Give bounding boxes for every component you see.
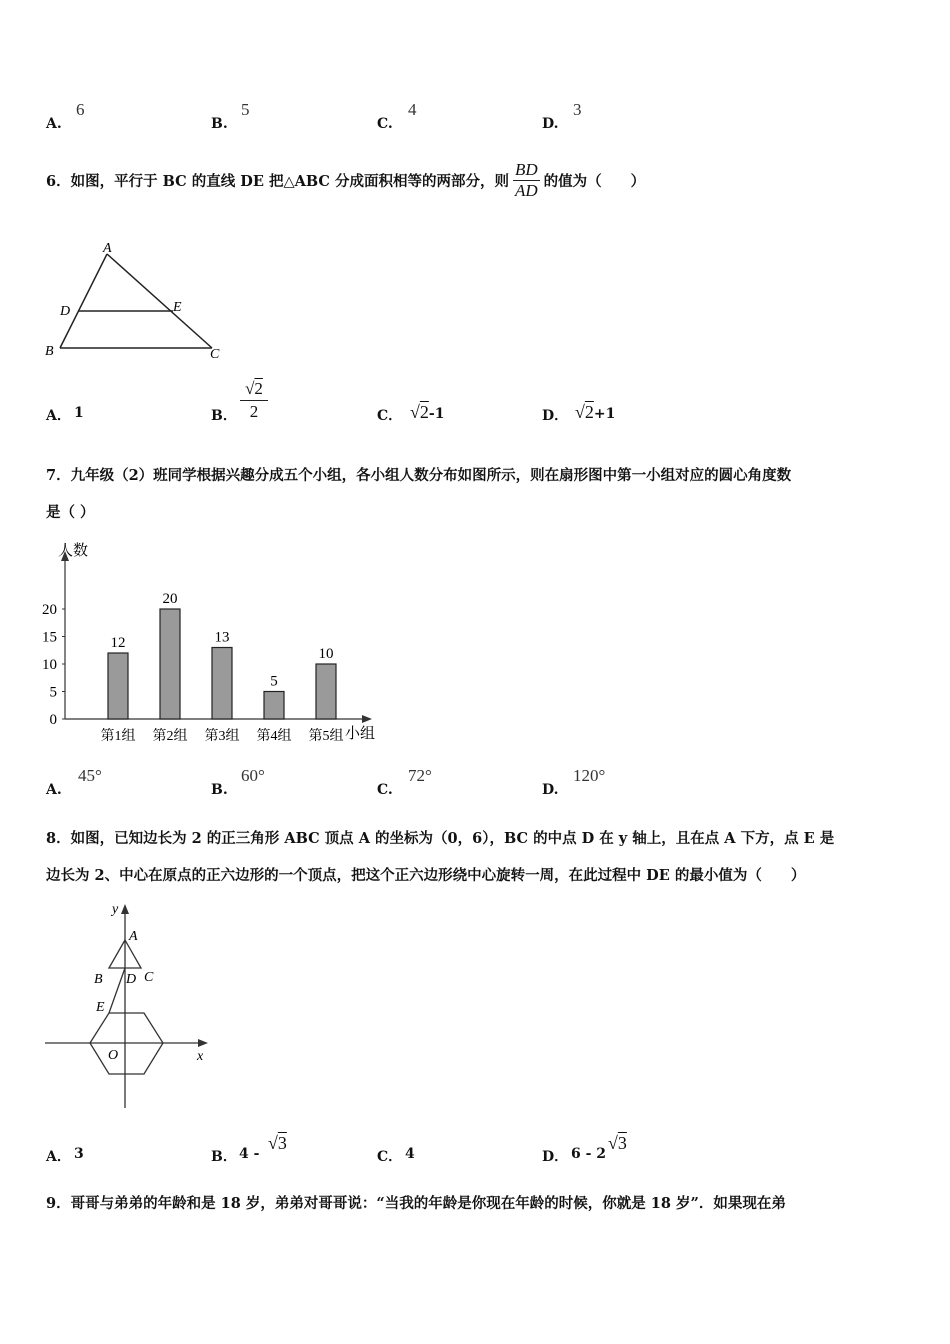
q8-option-d-letter: D．	[542, 1149, 569, 1165]
category-label-2: 第2组	[152, 729, 188, 744]
q8-label-b: B	[94, 972, 103, 987]
q8-label-o: O	[108, 1048, 119, 1063]
q6-option-a-value: 1	[74, 405, 84, 421]
category-label-4: 第4组	[256, 729, 292, 744]
q8-option-d-rad: 3	[617, 1133, 627, 1153]
q8-option-a-value: 3	[74, 1146, 84, 1162]
q8-option-b-letter: B．	[211, 1149, 237, 1165]
y-tick-label: 20	[42, 602, 57, 618]
y-tick-label: 15	[42, 629, 57, 646]
q8-option-b-radical: √3	[268, 1133, 287, 1153]
q6-option-c-letter: C．	[377, 408, 403, 424]
q7-line-2: 是（ ）	[46, 504, 95, 521]
bar-4	[264, 692, 284, 720]
q7-option-d-letter: D.	[542, 782, 559, 798]
q8-label-d: D	[126, 972, 137, 987]
q8-option-c-letter: C．	[377, 1149, 403, 1165]
bar-5	[316, 664, 336, 719]
q6-option-c-rad: 2	[419, 402, 429, 422]
bar-value-label-5: 10	[318, 646, 334, 662]
category-label-3: 第3组	[204, 729, 240, 744]
q5-option-c-letter: C.	[377, 116, 393, 132]
q5-option-a-letter: A.	[46, 116, 62, 132]
q6-option-c-expr: √2-1	[410, 402, 445, 422]
q6-option-d-rad: 2	[584, 402, 594, 422]
q8-option-d-radical: √3	[608, 1133, 627, 1153]
category-label-1: 第1组	[100, 729, 136, 744]
q9-line-1: 9．哥哥与弟弟的年龄和是 18 岁，弟弟对哥哥说：“当我的年龄是你现在年龄的时候，你就是 18 岁”．如果现在弟	[46, 1195, 786, 1212]
bar-value-label-3: 13	[214, 629, 230, 646]
q6-label-d: D	[60, 304, 71, 319]
x-axis-arrow-icon	[362, 715, 372, 723]
q7-option-b-value: 60°	[241, 766, 265, 785]
y-tick-label: 0	[49, 712, 57, 728]
q5-option-d-letter: D.	[542, 116, 559, 132]
q6-label-e: E	[173, 300, 182, 315]
q5-option-c-value: 4	[408, 100, 417, 119]
q8-label-e: E	[96, 1000, 105, 1015]
q8-option-a-letter: A．	[46, 1149, 71, 1165]
q6-label-a: A	[103, 241, 112, 256]
bar-value-label-4: 5	[270, 673, 278, 690]
y-tick-label: 5	[49, 684, 57, 701]
q8-label-c: C	[144, 970, 154, 985]
q5-option-b-value: 5	[241, 100, 250, 119]
q8-option-c-value: 4	[405, 1146, 415, 1162]
q6-option-b-num: 2	[254, 379, 263, 398]
q6-option-b-den: 2	[249, 402, 259, 421]
q7-line-1: 7．九年级（2）班同学根据兴趣分成五个小组，各小组人数分布如图所示，则在扇形图中第一小组对应的圆心角度数	[46, 467, 792, 484]
y-axis-label: 人数	[58, 543, 89, 559]
q6-option-c-suffix: -1	[428, 406, 445, 422]
q8-y-arrow-icon	[121, 904, 129, 914]
q8-line-1: 8．如图，已知边长为 2 的正三角形 ABC 顶点 A 的坐标为（0，6），BC 的中点 D 在 y 轴上，且在点 A 下方，点 E 是	[46, 830, 835, 847]
q6-option-a-letter: A．	[46, 408, 71, 424]
bar-value-label-1: 12	[110, 635, 126, 651]
q8-x-arrow-icon	[198, 1039, 208, 1047]
q6-triangle-figure	[40, 240, 230, 365]
q5-option-b-letter: B.	[211, 116, 228, 132]
bar-2	[160, 609, 180, 719]
q7-option-c-value: 72°	[408, 766, 432, 785]
q7-option-b-letter: B.	[211, 782, 228, 798]
q8-coordinate-figure	[40, 898, 220, 1113]
q6-option-b-letter: B．	[211, 408, 237, 424]
q6-fraction	[513, 160, 540, 201]
q5-option-d-value: 3	[573, 100, 582, 119]
q6-stem	[46, 160, 645, 201]
q6-option-b-fraction: √2 2	[240, 378, 268, 423]
q8-option-b-rad: 3	[277, 1133, 287, 1153]
bar-value-label-2: 20	[162, 591, 178, 607]
q8-option-d-value: 6 - 2	[571, 1146, 607, 1162]
y-tick-label: 10	[42, 657, 57, 673]
q6-option-d-letter: D．	[542, 408, 569, 424]
q6-label-b: B	[45, 344, 54, 359]
q8-label-a: A	[129, 929, 138, 944]
q5-option-a-value: 6	[76, 100, 85, 119]
q7-option-a-letter: A.	[46, 782, 62, 798]
q7-option-d-value: 120°	[573, 766, 606, 785]
q8-label-y: y	[112, 902, 119, 917]
q6-option-d-expr: √2+1	[575, 402, 616, 422]
q6-fraction-denominator: AD	[515, 181, 538, 200]
q7-option-a-value: 45°	[78, 766, 102, 785]
q8-option-b-value: 4 -	[239, 1146, 260, 1162]
bar-1	[108, 653, 128, 719]
q6-fraction-numerator: BD	[515, 160, 538, 179]
x-axis-label: 小组	[345, 726, 376, 742]
q6-text-after: 的值为（ ）	[543, 173, 646, 190]
q7-bar-chart	[40, 535, 385, 750]
category-label-5: 第5组	[308, 729, 344, 744]
q6-option-d-suffix: +1	[593, 406, 616, 422]
q6-text-before: 6．如图，平行于 BC 的直线 DE 把△ABC 分成面积相等的两部分，则	[46, 173, 509, 190]
bar-3	[212, 648, 232, 720]
q7-option-c-letter: C.	[377, 782, 393, 798]
q6-label-c: C	[210, 347, 220, 362]
q8-label-x: x	[197, 1049, 204, 1064]
q8-line-2: 边长为 2、中心在原点的正六边形的一个顶点，把这个正六边形绕中心旋转一周，在此过程中 DE 的最小值为（ ）	[46, 867, 806, 884]
